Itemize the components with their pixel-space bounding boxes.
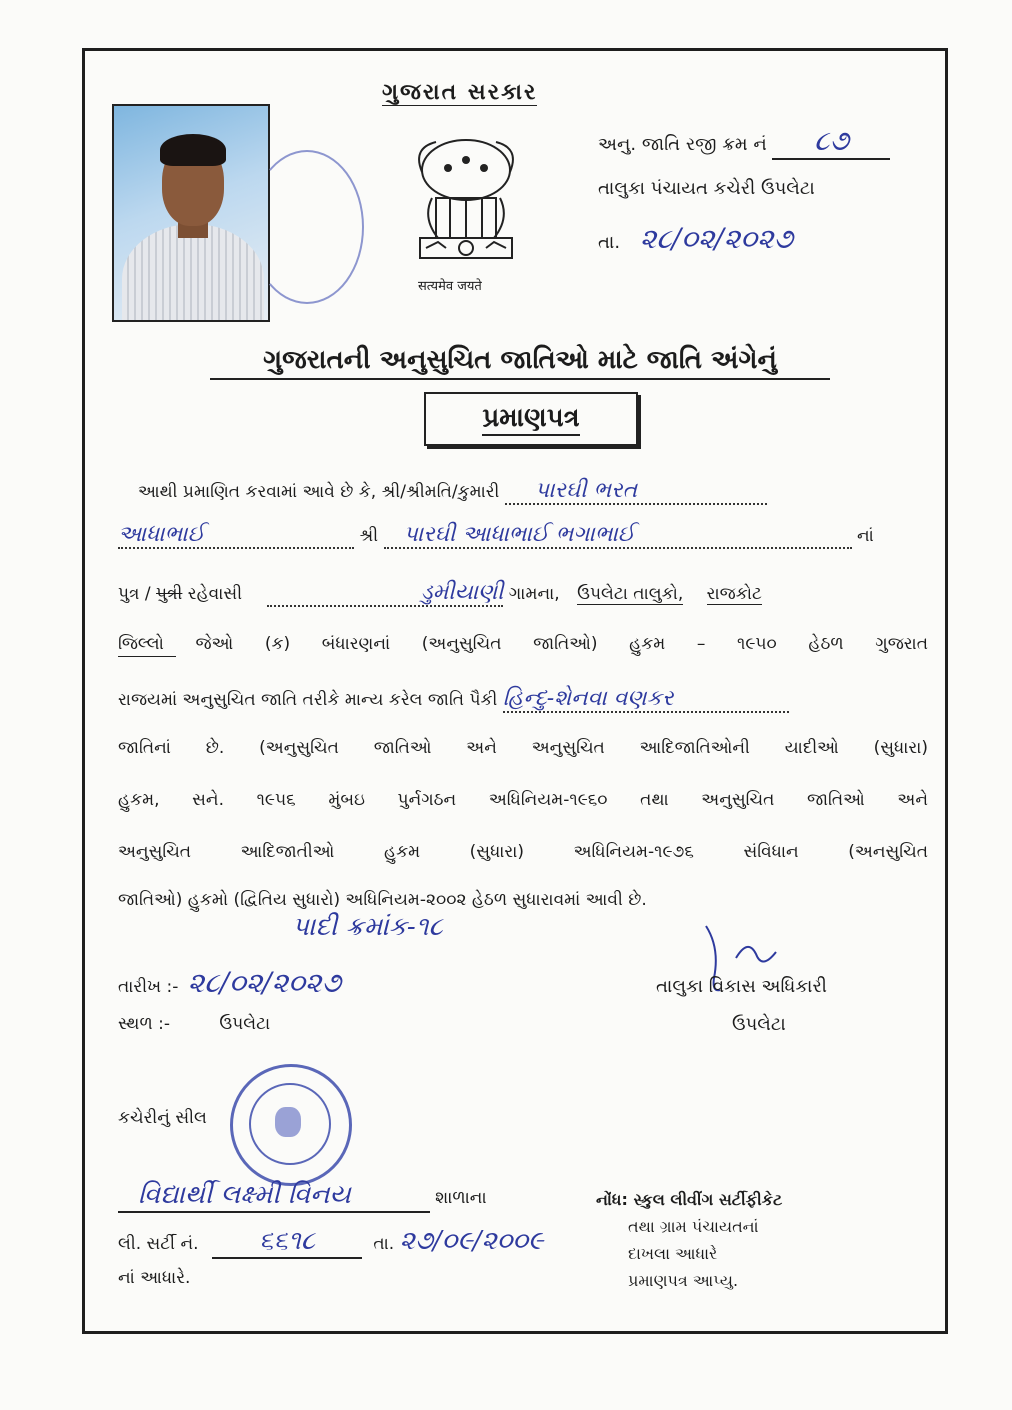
body-name-fill: પારઘી ભરત — [505, 478, 767, 505]
body-line-3 — [118, 580, 762, 607]
officer-title: તાલુકા વિકાસ અધિકારી — [656, 976, 827, 997]
government-title: ગુજરાત સરકાર — [382, 80, 538, 105]
footer-place-line — [118, 1014, 270, 1034]
footer-place-value: ઉપલેટા — [219, 1014, 271, 1034]
emblem-motto: सत्यमेव जयते — [418, 279, 482, 294]
body-l3-resident: રહેવાસી — [187, 584, 243, 604]
photo-stamp — [250, 150, 364, 304]
certificate-subheading: પ્રમાણપત્ર — [482, 403, 579, 436]
school-line — [118, 1180, 487, 1213]
register-label: અનુ. જાતિ રજી ક્રમ નં — [598, 134, 767, 155]
body-l3-prefix: પુત્ર / — [118, 584, 151, 604]
body-father-first: આધાભાઈ — [118, 522, 354, 549]
footer-date-line — [118, 966, 341, 1000]
national-emblem-icon — [392, 128, 540, 288]
header-date-value: ૨૮/૦૨/૨૦૨૭ — [639, 222, 793, 255]
register-line — [598, 124, 890, 160]
body-line-6: જાતિનાં છે. (અનુસુચિત જાતિઓ અને અનુસુચિત આદિજાતિઓની યાદીઓ (સુધારા) — [118, 738, 928, 758]
body-line-1 — [138, 478, 767, 505]
note-line: તથા ગ્રામ પંચાયતનાં — [628, 1217, 759, 1236]
body-father-full: પારઘી આધાભાઈ ભગાભાઈ — [384, 522, 852, 549]
body-l3-district: રાજકોટ — [706, 584, 762, 604]
lc-date: ૨૭/૦૯/૨૦૦૯ — [399, 1226, 544, 1256]
body-village-fill: ડુમીયાણી — [267, 580, 503, 607]
body-shri: શ્રી — [359, 526, 379, 546]
body-line-7: હુકમ, સને. ૧૯૫૬ મુંબઇ પુર્નગઠન અધિનિયમ-૧૯૬૦ તથા અનુસુચિત જાતિઓ અને — [118, 790, 928, 810]
lc-number: ૬૬૧૮ — [212, 1226, 362, 1259]
body-l3-taluka: ઉપલેટા તાલુકો, — [577, 584, 684, 604]
body-l4-underline — [118, 656, 176, 657]
lc-basis: નાં આધારે. — [118, 1268, 191, 1288]
footer-date-label: તારીખ :- — [118, 977, 179, 997]
header-date-label: તા. — [598, 232, 621, 253]
officer-place: ઉપલેટા — [732, 1014, 786, 1035]
handwritten-note: પાદી ક્રમાંક-૧૮ — [292, 912, 443, 942]
footer-place-label: સ્થળ :- — [118, 1014, 170, 1034]
certificate-subheading-box — [424, 392, 638, 446]
office-seal-stamp — [230, 1064, 352, 1186]
footer-note — [596, 1186, 782, 1294]
seal-label: કચેરીનું સીલ — [118, 1108, 207, 1128]
certificate-heading: ગુજરાતની અનુસુચિત જાતિઓ માટે જાતિ અંગેનું — [210, 345, 830, 380]
body-caste-fill: હિન્દુ-શેનવા વણકર — [503, 686, 789, 713]
body-l3-struck: પુત્રી — [156, 584, 183, 604]
note-line: નોંધ: સ્કુલ લીવીંગ સર્ટીફીકેટ — [596, 1190, 783, 1209]
lc-date-label: તા. — [373, 1234, 395, 1254]
school-suffix: શાળાના — [435, 1188, 487, 1208]
body-line-5 — [118, 686, 789, 713]
applicant-photo — [112, 104, 270, 322]
register-number: ૮૭ — [772, 124, 890, 160]
footer-date-value: ૨૮/૦૨/૨૦૨૭ — [187, 966, 341, 999]
body-line-2 — [118, 522, 874, 549]
body-l3-village: ગામના, — [508, 584, 560, 604]
body-line-4: જિલ્લો જેઓ (ક) બંધારણનાં (અનુસુચિત જાતિઓ) હુકમ – ૧૯૫૦ હેઠળ ગુજરાત — [118, 634, 928, 654]
note-line: પ્રમાણપત્ર આપ્યુ. — [628, 1271, 739, 1290]
body-line-9: જાતિઓ) હુકમો (દ્વિતિય સુધારો) અધિનિયમ-૨૦૦૨ હેઠળ સુધારાવમાં આવી છે. — [118, 890, 647, 910]
note-line: દાખલા આધારે — [628, 1244, 718, 1263]
lc-label: લી. સર્ટી નં. — [118, 1234, 199, 1254]
body-l1-prefix: આથી પ્રમાણિત કરવામાં આવે છે કે, શ્રી/શ્રીમતિ/કુમારી — [138, 482, 500, 502]
lc-line — [118, 1226, 543, 1259]
header-date-line — [598, 222, 793, 256]
body-line-8: અનુસુચિત આદિજાતીઓ હુકમ (સુધારા) અધિનિયમ-૧૯૭૬ સંવિધાન (અનસુચિત — [118, 842, 928, 862]
body-l5-prefix: રાજયમાં અનુસુચિત જાતિ તરીકે માન્ય કરેલ જાતિ પૈકી — [118, 690, 498, 710]
office-name: તાલુકા પંચાયત કચેરી ઉપલેટા — [598, 178, 815, 199]
body-l2-suffix: નાં — [856, 526, 874, 546]
school-name-fill: વિદ્યાર્થી લક્ષ્મી વિનય — [118, 1180, 430, 1213]
